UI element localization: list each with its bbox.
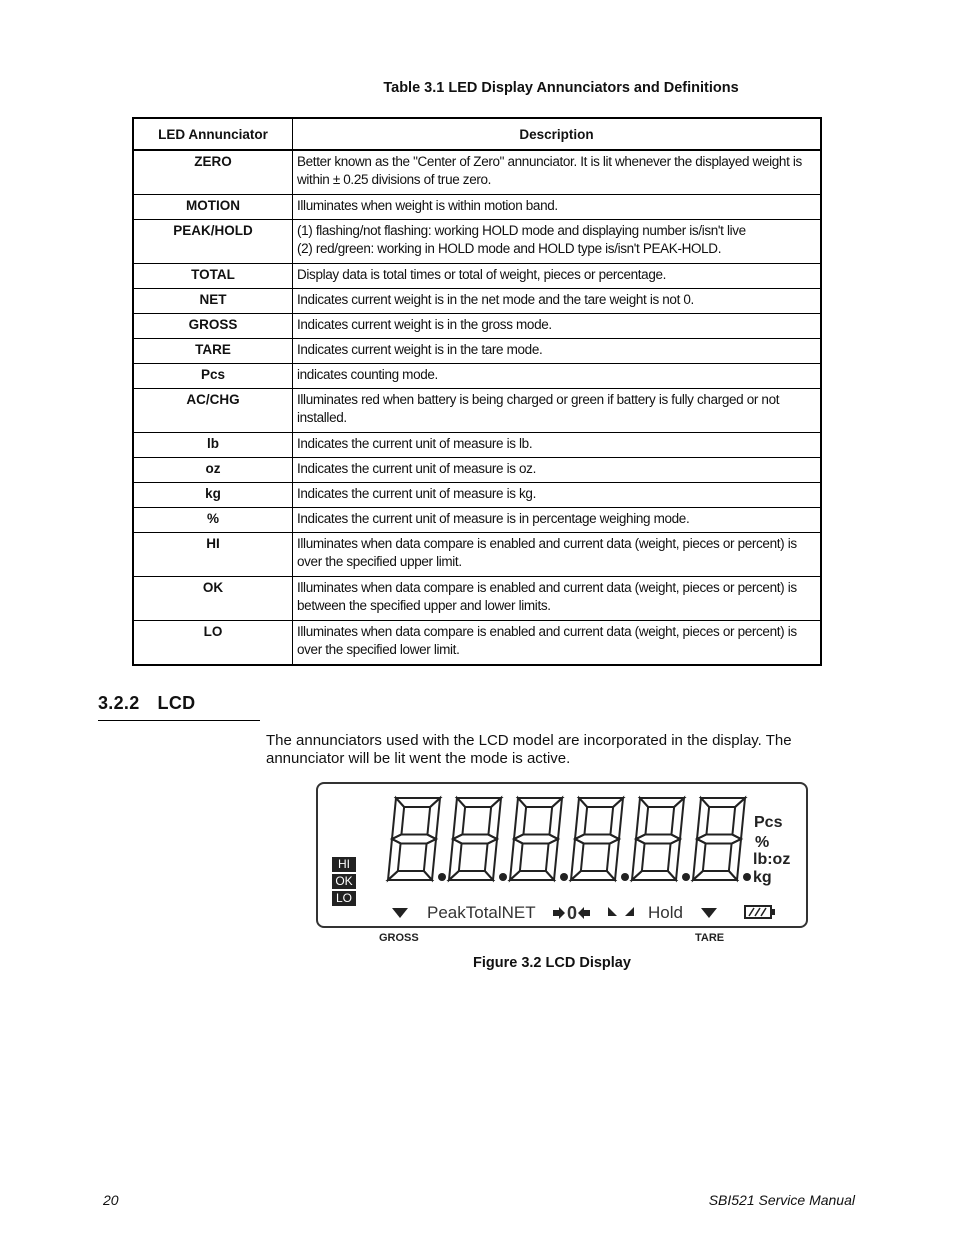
annunciator-description xyxy=(293,220,822,264)
digit-segment xyxy=(485,839,497,880)
annunciator-name: % xyxy=(133,508,293,533)
battery-icon xyxy=(745,906,775,918)
annunciator-name: PEAK/HOLD xyxy=(133,220,293,264)
digit-segment xyxy=(671,798,684,839)
table-row xyxy=(133,458,821,483)
digit-segment xyxy=(453,798,465,839)
lcd-digit xyxy=(388,798,446,881)
table-row xyxy=(133,364,821,389)
table-row xyxy=(133,389,821,433)
zero-indicator: 0 xyxy=(567,903,578,923)
decimal-point xyxy=(499,873,507,881)
digit-segment xyxy=(488,798,501,839)
annunciator-description: Indicates current weight is in the tare mode. xyxy=(293,339,822,364)
annunciator-description: indicates counting mode. xyxy=(293,364,822,389)
digit-segment xyxy=(607,839,619,880)
annunciator-description: Illuminates when data compare is enabled and current data (weight, pieces or percent) is over the specified lower limit. xyxy=(293,621,822,666)
unit-pcs: Pcs xyxy=(754,814,783,831)
unit-kg: kg xyxy=(753,869,772,886)
annunciator-name: NET xyxy=(133,289,293,314)
annunciator-table xyxy=(132,117,822,666)
digit-segment xyxy=(514,798,526,839)
section-rule xyxy=(98,720,260,721)
annunciator-name: MOTION xyxy=(133,195,293,220)
lcd-digit xyxy=(632,798,690,881)
annunciator-description: Illuminates red when battery is being charged or green if battery is fully charged or not installed. xyxy=(293,389,822,433)
annunciator-name: kg xyxy=(133,483,293,508)
section-number: 3.2.2 xyxy=(98,693,140,713)
annunciator-description: Display data is total times or total of weight, pieces or percentage. xyxy=(293,264,822,289)
table-row xyxy=(133,508,821,533)
annunciator-name: GROSS xyxy=(133,314,293,339)
annunciator-name: OK xyxy=(133,577,293,621)
annunciator-description: Indicates the current unit of measure is kg. xyxy=(293,483,822,508)
decimal-point xyxy=(621,873,629,881)
digit-segment xyxy=(732,798,745,839)
annunciator-name: HI xyxy=(133,533,293,577)
digit-segment xyxy=(571,839,584,880)
annunciator-name: TOTAL xyxy=(133,264,293,289)
lcd-digit xyxy=(571,798,629,881)
annunciator-description: Indicates the current unit of measure is in percentage weighing mode. xyxy=(293,508,822,533)
digit-segment xyxy=(693,839,706,880)
annunciator-name: TARE xyxy=(133,339,293,364)
gross-key-label: GROSS xyxy=(379,932,419,944)
digit-segment xyxy=(424,839,436,880)
annunciator-name: ZERO xyxy=(133,150,293,195)
table-row xyxy=(133,314,821,339)
table-header-row xyxy=(133,118,821,150)
annunciator-name: Pcs xyxy=(133,364,293,389)
decimal-point xyxy=(438,873,446,881)
lcd-display-figure xyxy=(316,782,808,928)
figure-caption: Figure 3.2 LCD Display xyxy=(473,955,631,971)
digit-segment xyxy=(575,798,587,839)
unit-percent: % xyxy=(755,834,770,851)
motion-icon xyxy=(608,907,634,916)
annunciator-description: Illuminates when data compare is enabled and current data (weight, pieces or percent) is over the specified upper limit. xyxy=(293,533,822,577)
annunciator-name: AC/CHG xyxy=(133,389,293,433)
table-caption: Table 3.1 LED Display Annunciators and Definitions xyxy=(383,80,739,96)
manual-title: SBI521 Service Manual xyxy=(708,1192,855,1208)
annunciator-name: lb xyxy=(133,433,293,458)
table-row xyxy=(133,577,821,621)
table-row xyxy=(133,220,821,264)
digit-segment xyxy=(388,839,401,880)
table-row xyxy=(133,339,821,364)
digit-segment xyxy=(697,798,709,839)
table-row xyxy=(133,433,821,458)
digit-segment xyxy=(392,798,404,839)
column-header-annunciator: LED Annunciator xyxy=(133,118,293,150)
annunciator-description: Indicates the current unit of measure is oz. xyxy=(293,458,822,483)
annunciator-description: Indicates current weight is in the gross mode. xyxy=(293,314,822,339)
section-title: LCD xyxy=(157,693,196,713)
decimal-point xyxy=(743,873,751,881)
table-row xyxy=(133,289,821,314)
digit-segment xyxy=(549,798,562,839)
section-body-text: The annunciators used with the LCD model are incorporated in the display. The annunciator will be lit went the mode is active. xyxy=(266,732,792,767)
ok-badge: OK xyxy=(332,874,356,889)
unit-lb-oz: lb:oz xyxy=(753,851,791,868)
hold-label: Hold xyxy=(648,903,683,922)
lcd-digit xyxy=(449,798,507,881)
digit-segment xyxy=(729,839,741,880)
lcd-segments xyxy=(318,784,806,926)
hi-badge: HI xyxy=(332,857,356,872)
digit-segment xyxy=(546,839,558,880)
tare-key-label: TARE xyxy=(695,932,725,944)
table-row xyxy=(133,264,821,289)
annunciator-description: Indicates current weight is in the net mode and the tare weight is not 0. xyxy=(293,289,822,314)
column-header-description: Description xyxy=(293,118,822,150)
section-heading xyxy=(98,693,195,714)
table-row xyxy=(133,150,821,195)
description-line: (2) red/green: working in HOLD mode and HOLD type is/isn't PEAK-HOLD. xyxy=(297,241,722,256)
annunciator-description: Illuminates when data compare is enabled and current data (weight, pieces or percent) is between the specified upper and lower limits. xyxy=(293,577,822,621)
annunciator-name: LO xyxy=(133,621,293,666)
annunciator-name: oz xyxy=(133,458,293,483)
digit-segment xyxy=(668,839,680,880)
decimal-point xyxy=(682,873,690,881)
peak-total-net-label: PeakTotalNET xyxy=(427,903,536,922)
digit-segment xyxy=(449,839,462,880)
table-row xyxy=(133,483,821,508)
tare-arrow-icon xyxy=(701,908,717,918)
digit-segment xyxy=(427,798,440,839)
digit-segment xyxy=(632,839,645,880)
digit-segment xyxy=(610,798,623,839)
table-row xyxy=(133,195,821,220)
table-row xyxy=(133,533,821,577)
lcd-digit xyxy=(693,798,751,881)
gross-arrow-icon xyxy=(392,908,408,918)
digit-segment xyxy=(636,798,648,839)
page-number: 20 xyxy=(103,1192,119,1208)
annunciator-description: Illuminates when weight is within motion band. xyxy=(293,195,822,220)
digit-segment xyxy=(510,839,523,880)
table-row xyxy=(133,621,821,666)
lo-badge: LO xyxy=(332,891,356,906)
annunciator-description: Better known as the "Center of Zero" annunciator. It is lit whenever the displayed weight is within ± 0.25 divisions of true zero. xyxy=(293,150,822,195)
lcd-digit xyxy=(510,798,568,881)
decimal-point xyxy=(560,873,568,881)
description-line: (1) flashing/not flashing: working HOLD mode and displaying number is/isn't live xyxy=(297,223,746,238)
annunciator-description: Indicates the current unit of measure is lb. xyxy=(293,433,822,458)
